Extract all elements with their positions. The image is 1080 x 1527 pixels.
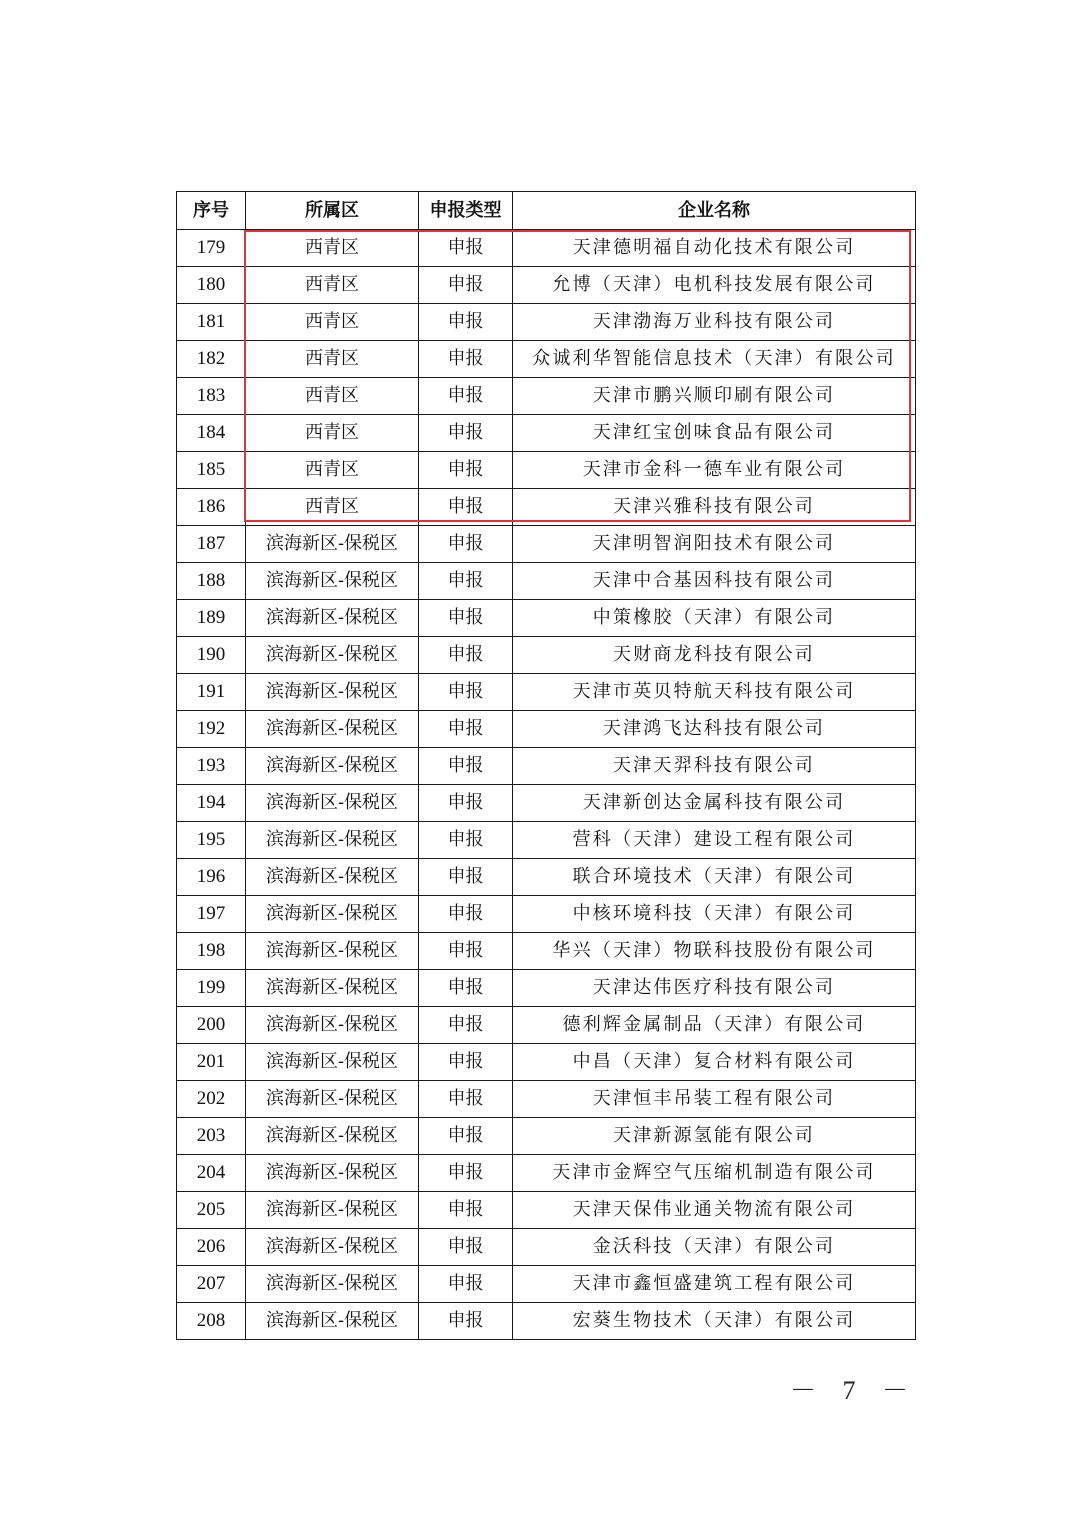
cell-seq: 191 bbox=[177, 674, 246, 711]
cell-type: 申报 bbox=[419, 452, 513, 489]
cell-type: 申报 bbox=[419, 1007, 513, 1044]
table-row bbox=[177, 600, 916, 637]
cell-district: 滨海新区-保税区 bbox=[246, 1118, 419, 1155]
cell-seq: 179 bbox=[177, 230, 246, 267]
cell-type: 申报 bbox=[419, 785, 513, 822]
cell-company: 天津市金科一德车业有限公司 bbox=[513, 452, 916, 489]
cell-district: 滨海新区-保税区 bbox=[246, 711, 419, 748]
cell-company: 天津新源氢能有限公司 bbox=[513, 1118, 916, 1155]
table-row bbox=[177, 933, 916, 970]
header-district: 所属区 bbox=[246, 192, 419, 230]
cell-type: 申报 bbox=[419, 859, 513, 896]
enterprise-table bbox=[176, 191, 916, 1340]
cell-type: 申报 bbox=[419, 1266, 513, 1303]
cell-company: 天津天羿科技有限公司 bbox=[513, 748, 916, 785]
cell-type: 申报 bbox=[419, 896, 513, 933]
cell-type: 申报 bbox=[419, 1155, 513, 1192]
cell-company: 天津市鹏兴顺印刷有限公司 bbox=[513, 378, 916, 415]
cell-seq: 185 bbox=[177, 452, 246, 489]
table-row bbox=[177, 304, 916, 341]
cell-type: 申报 bbox=[419, 1081, 513, 1118]
cell-district: 西青区 bbox=[246, 341, 419, 378]
cell-company: 德利辉金属制品（天津）有限公司 bbox=[513, 1007, 916, 1044]
cell-type: 申报 bbox=[419, 230, 513, 267]
cell-company: 天津市英贝特航天科技有限公司 bbox=[513, 674, 916, 711]
cell-seq: 208 bbox=[177, 1303, 246, 1340]
cell-type: 申报 bbox=[419, 526, 513, 563]
cell-seq: 201 bbox=[177, 1044, 246, 1081]
cell-company: 天津达伟医疗科技有限公司 bbox=[513, 970, 916, 1007]
cell-district: 滨海新区-保税区 bbox=[246, 600, 419, 637]
page-number: － 7 － bbox=[789, 1376, 918, 1405]
cell-district: 滨海新区-保税区 bbox=[246, 1303, 419, 1340]
table-row bbox=[177, 822, 916, 859]
table-row bbox=[177, 489, 916, 526]
cell-company: 中策橡胶（天津）有限公司 bbox=[513, 600, 916, 637]
cell-type: 申报 bbox=[419, 1044, 513, 1081]
cell-seq: 195 bbox=[177, 822, 246, 859]
cell-company: 营科（天津）建设工程有限公司 bbox=[513, 822, 916, 859]
table-row bbox=[177, 748, 916, 785]
cell-seq: 199 bbox=[177, 970, 246, 1007]
cell-type: 申报 bbox=[419, 970, 513, 1007]
cell-district: 西青区 bbox=[246, 378, 419, 415]
table-row bbox=[177, 563, 916, 600]
cell-type: 申报 bbox=[419, 1303, 513, 1340]
cell-district: 西青区 bbox=[246, 489, 419, 526]
cell-seq: 205 bbox=[177, 1192, 246, 1229]
header-type: 申报类型 bbox=[419, 192, 513, 230]
cell-company: 众诚利华智能信息技术（天津）有限公司 bbox=[513, 341, 916, 378]
cell-company: 天津鸿飞达科技有限公司 bbox=[513, 711, 916, 748]
cell-type: 申报 bbox=[419, 674, 513, 711]
table-row bbox=[177, 230, 916, 267]
cell-district: 滨海新区-保税区 bbox=[246, 1229, 419, 1266]
table-row bbox=[177, 711, 916, 748]
cell-seq: 186 bbox=[177, 489, 246, 526]
cell-company: 天津市鑫恒盛建筑工程有限公司 bbox=[513, 1266, 916, 1303]
table-row bbox=[177, 674, 916, 711]
table-row bbox=[177, 341, 916, 378]
cell-seq: 180 bbox=[177, 267, 246, 304]
cell-district: 滨海新区-保税区 bbox=[246, 933, 419, 970]
cell-company: 天津天保伟业通关物流有限公司 bbox=[513, 1192, 916, 1229]
cell-seq: 207 bbox=[177, 1266, 246, 1303]
cell-company: 中昌（天津）复合材料有限公司 bbox=[513, 1044, 916, 1081]
cell-district: 滨海新区-保税区 bbox=[246, 748, 419, 785]
cell-seq: 194 bbox=[177, 785, 246, 822]
table-row bbox=[177, 785, 916, 822]
cell-company: 天津恒丰吊装工程有限公司 bbox=[513, 1081, 916, 1118]
cell-district: 滨海新区-保税区 bbox=[246, 1155, 419, 1192]
cell-company: 宏葵生物技术（天津）有限公司 bbox=[513, 1303, 916, 1340]
cell-seq: 204 bbox=[177, 1155, 246, 1192]
cell-company: 金沃科技（天津）有限公司 bbox=[513, 1229, 916, 1266]
cell-seq: 190 bbox=[177, 637, 246, 674]
table-row bbox=[177, 1229, 916, 1266]
cell-type: 申报 bbox=[419, 267, 513, 304]
table-row bbox=[177, 896, 916, 933]
cell-seq: 183 bbox=[177, 378, 246, 415]
cell-seq: 188 bbox=[177, 563, 246, 600]
cell-type: 申报 bbox=[419, 600, 513, 637]
cell-seq: 198 bbox=[177, 933, 246, 970]
cell-company: 天津兴雅科技有限公司 bbox=[513, 489, 916, 526]
cell-company: 允博（天津）电机科技发展有限公司 bbox=[513, 267, 916, 304]
cell-type: 申报 bbox=[419, 378, 513, 415]
cell-company: 联合环境技术（天津）有限公司 bbox=[513, 859, 916, 896]
cell-company: 天津德明福自动化技术有限公司 bbox=[513, 230, 916, 267]
cell-seq: 184 bbox=[177, 415, 246, 452]
cell-seq: 196 bbox=[177, 859, 246, 896]
cell-district: 西青区 bbox=[246, 452, 419, 489]
cell-seq: 202 bbox=[177, 1081, 246, 1118]
table-row bbox=[177, 637, 916, 674]
cell-seq: 181 bbox=[177, 304, 246, 341]
table-row bbox=[177, 1081, 916, 1118]
table-row bbox=[177, 526, 916, 563]
table-row bbox=[177, 378, 916, 415]
header-seq: 序号 bbox=[177, 192, 246, 230]
table-row bbox=[177, 1192, 916, 1229]
table-row bbox=[177, 970, 916, 1007]
cell-district: 滨海新区-保税区 bbox=[246, 526, 419, 563]
cell-district: 滨海新区-保税区 bbox=[246, 1192, 419, 1229]
cell-type: 申报 bbox=[419, 1229, 513, 1266]
table-row bbox=[177, 1155, 916, 1192]
table-row bbox=[177, 415, 916, 452]
cell-district: 滨海新区-保税区 bbox=[246, 674, 419, 711]
cell-district: 滨海新区-保税区 bbox=[246, 785, 419, 822]
cell-district: 滨海新区-保税区 bbox=[246, 563, 419, 600]
cell-type: 申报 bbox=[419, 1118, 513, 1155]
header-company: 企业名称 bbox=[513, 192, 916, 230]
table-row bbox=[177, 1007, 916, 1044]
cell-district: 滨海新区-保税区 bbox=[246, 1081, 419, 1118]
table-body bbox=[177, 230, 916, 1340]
table-row bbox=[177, 1044, 916, 1081]
cell-district: 滨海新区-保税区 bbox=[246, 1266, 419, 1303]
table-row bbox=[177, 859, 916, 896]
table-row bbox=[177, 1303, 916, 1340]
cell-type: 申报 bbox=[419, 341, 513, 378]
cell-seq: 192 bbox=[177, 711, 246, 748]
table-row bbox=[177, 1118, 916, 1155]
cell-seq: 203 bbox=[177, 1118, 246, 1155]
cell-type: 申报 bbox=[419, 1192, 513, 1229]
cell-seq: 197 bbox=[177, 896, 246, 933]
cell-district: 滨海新区-保税区 bbox=[246, 1007, 419, 1044]
cell-company: 天津渤海万业科技有限公司 bbox=[513, 304, 916, 341]
cell-district: 滨海新区-保税区 bbox=[246, 822, 419, 859]
cell-type: 申报 bbox=[419, 822, 513, 859]
cell-district: 西青区 bbox=[246, 415, 419, 452]
cell-seq: 182 bbox=[177, 341, 246, 378]
cell-district: 滨海新区-保税区 bbox=[246, 1044, 419, 1081]
cell-company: 天津新创达金属科技有限公司 bbox=[513, 785, 916, 822]
cell-company: 天津红宝创味食品有限公司 bbox=[513, 415, 916, 452]
cell-seq: 206 bbox=[177, 1229, 246, 1266]
cell-company: 天津市金辉空气压缩机制造有限公司 bbox=[513, 1155, 916, 1192]
cell-company: 天津中合基因科技有限公司 bbox=[513, 563, 916, 600]
table-row bbox=[177, 267, 916, 304]
cell-company: 中核环境科技（天津）有限公司 bbox=[513, 896, 916, 933]
cell-type: 申报 bbox=[419, 748, 513, 785]
cell-seq: 187 bbox=[177, 526, 246, 563]
cell-type: 申报 bbox=[419, 933, 513, 970]
cell-type: 申报 bbox=[419, 304, 513, 341]
cell-seq: 200 bbox=[177, 1007, 246, 1044]
cell-company: 华兴（天津）物联科技股份有限公司 bbox=[513, 933, 916, 970]
cell-type: 申报 bbox=[419, 415, 513, 452]
cell-district: 西青区 bbox=[246, 304, 419, 341]
cell-district: 滨海新区-保税区 bbox=[246, 859, 419, 896]
cell-seq: 189 bbox=[177, 600, 246, 637]
cell-type: 申报 bbox=[419, 489, 513, 526]
cell-district: 滨海新区-保税区 bbox=[246, 970, 419, 1007]
cell-type: 申报 bbox=[419, 563, 513, 600]
cell-district: 滨海新区-保税区 bbox=[246, 637, 419, 674]
cell-seq: 193 bbox=[177, 748, 246, 785]
cell-district: 滨海新区-保税区 bbox=[246, 896, 419, 933]
table-row bbox=[177, 452, 916, 489]
cell-company: 天津明智润阳技术有限公司 bbox=[513, 526, 916, 563]
table-row bbox=[177, 1266, 916, 1303]
cell-district: 西青区 bbox=[246, 230, 419, 267]
cell-district: 西青区 bbox=[246, 267, 419, 304]
table-header-row bbox=[177, 192, 916, 230]
cell-company: 天财商龙科技有限公司 bbox=[513, 637, 916, 674]
cell-type: 申报 bbox=[419, 637, 513, 674]
cell-type: 申报 bbox=[419, 711, 513, 748]
